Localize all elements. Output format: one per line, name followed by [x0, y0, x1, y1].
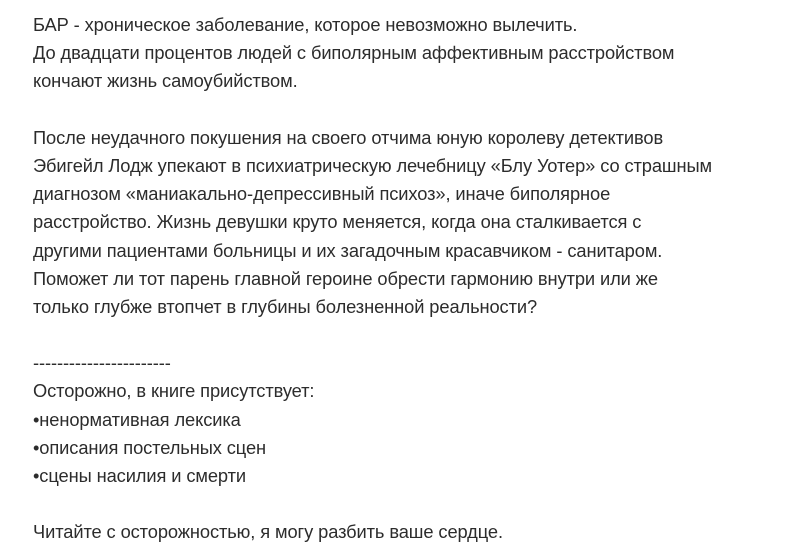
paragraph-gap: [33, 96, 793, 124]
warning-item: •сцены насилия и смерти: [33, 465, 246, 486]
text-line: кончают жизнь самоубийством.: [33, 70, 298, 92]
text-line: Эбигейл Лодж упекают в психиатрическую лечебницу «Блу Уотер» со страшным: [33, 154, 713, 176]
text-line: БАР - хроническое заболевание, которое невозможно вылечить.: [33, 14, 578, 35]
paragraph-gap: [33, 490, 793, 518]
closing-line: Читайте с осторожностью, я могу разбить ваше сердце.: [33, 521, 503, 543]
paragraph-gap: [33, 321, 793, 349]
text-line: другими пациентами больницы и их загадочным красавчиком - санитаром.: [33, 239, 663, 261]
separator-line: -----------------------: [33, 352, 171, 374]
text-line: Поможет ли тот парень главной героине обрести гармонию внутри или же: [33, 267, 658, 289]
warning-item: •описания постельных сцен: [33, 436, 267, 458]
intro-paragraph: [33, 11, 793, 96]
content-warning: [33, 377, 793, 490]
text-line: До двадцати процентов людей с биполярным аффективным расстройством: [33, 42, 675, 64]
plot-paragraph: [33, 124, 793, 321]
text-line: только глубже втопчет в глубины болезненной реальности?: [33, 295, 538, 317]
warning-item: •ненормативная лексика: [33, 408, 241, 430]
text-line: После неудачного покушения на своего отчима юную королеву детективов: [33, 126, 664, 148]
warning-heading: Осторожно, в книге присутствует:: [33, 380, 315, 402]
text-line: диагнозом «маниакально-депрессивный психоз», иначе биполярное: [33, 183, 611, 205]
text-line: расстройство. Жизнь девушки круто меняется, когда она сталкивается с: [33, 211, 642, 233]
book-description: [33, 11, 793, 547]
